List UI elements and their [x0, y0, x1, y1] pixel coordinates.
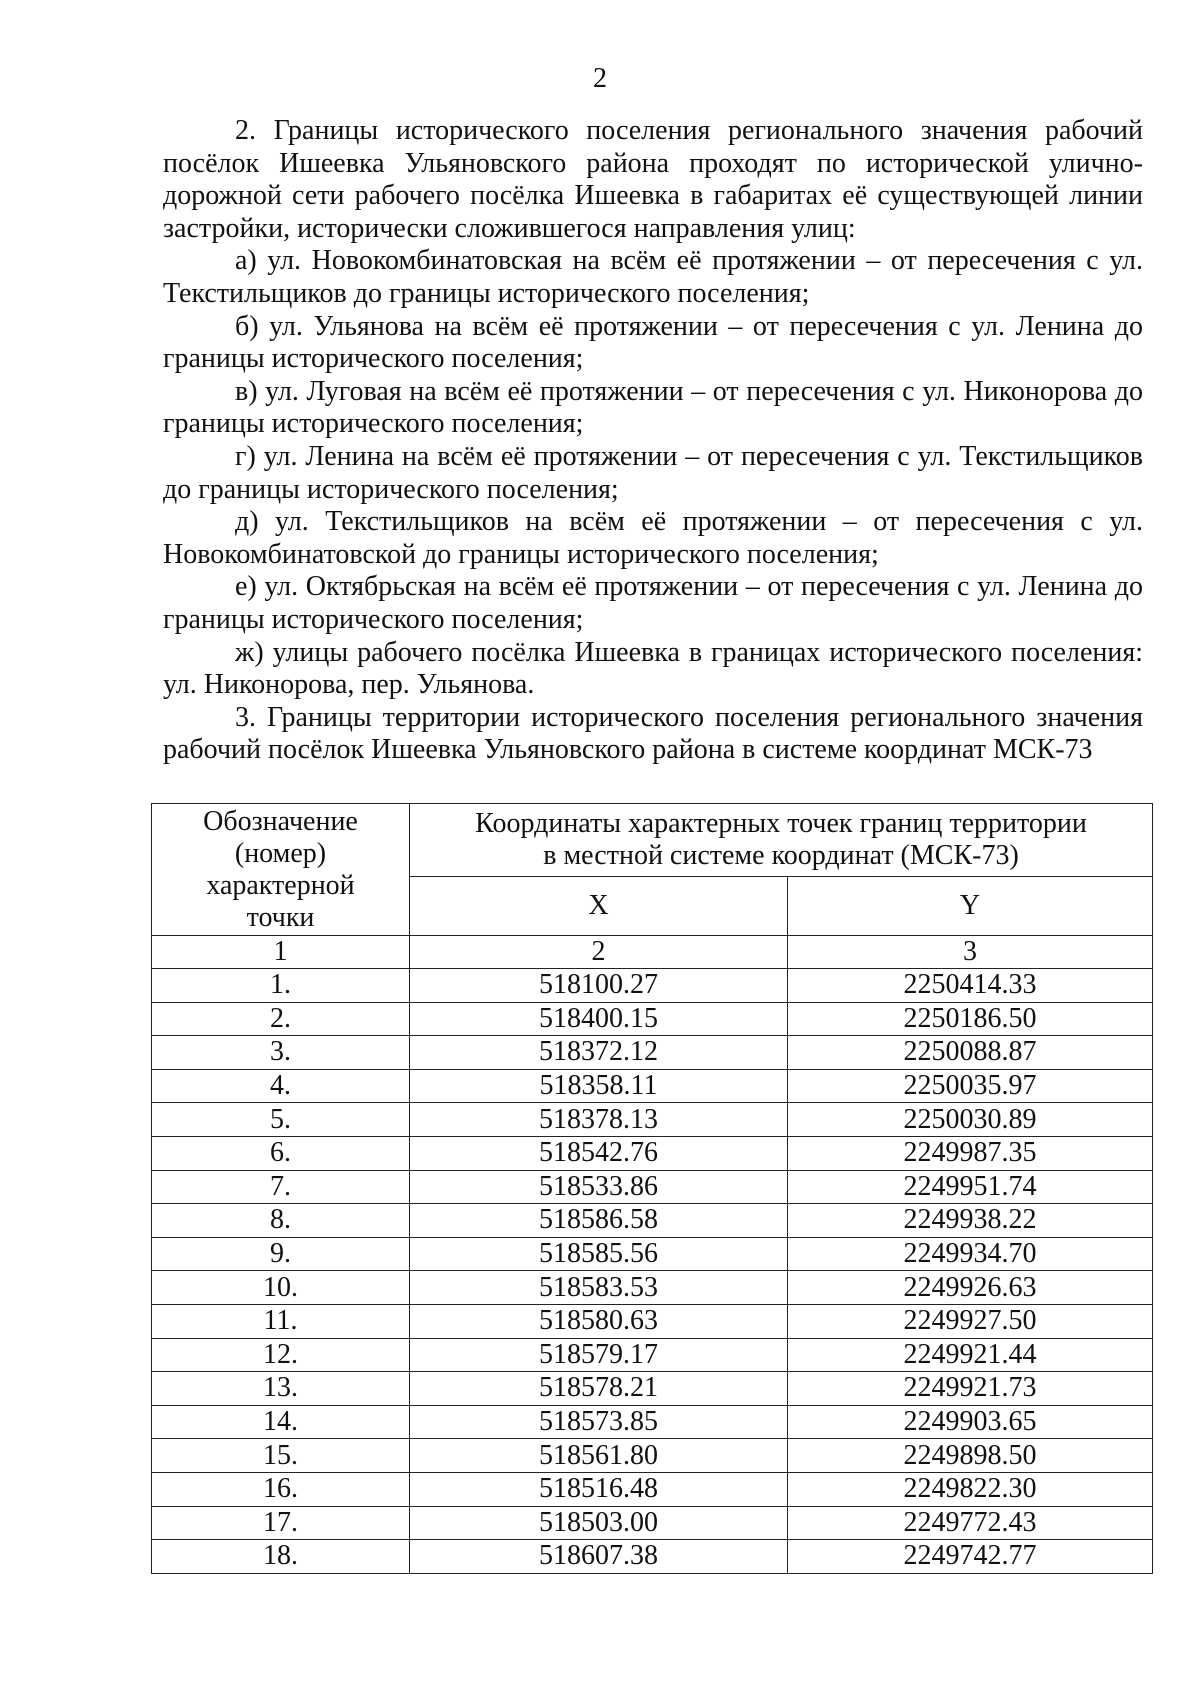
cell-y: 2249921.44	[788, 1338, 1153, 1372]
cell-point: 9.	[152, 1237, 410, 1271]
list-item-g: г) ул. Ленина на всём её протяжении – от пересечения с ул. Текстильщиков до границы исторического поселения;	[163, 440, 1143, 505]
cell-x: 518561.80	[410, 1439, 788, 1473]
table-row	[152, 1103, 1153, 1137]
table-row	[152, 1439, 1153, 1473]
cell-x: 518542.76	[410, 1136, 788, 1170]
paragraph-3: 3. Границы территории исторического поселения регионального значения рабочий посёлок Ишеевка Ульяновского района в системе координат МСК-73	[163, 701, 1143, 766]
cell-y: 2249951.74	[788, 1170, 1153, 1204]
table-row	[152, 969, 1153, 1003]
cell-y: 2249938.22	[788, 1204, 1153, 1238]
header-point-line: Обозначение	[203, 805, 358, 837]
cell-x: 518516.48	[410, 1472, 788, 1506]
cell-y: 2249772.43	[788, 1506, 1153, 1540]
table-body	[152, 969, 1153, 1574]
table-row	[152, 1304, 1153, 1338]
coordinates-table	[151, 803, 1153, 1574]
cell-point: 7.	[152, 1170, 410, 1204]
table-row	[152, 1405, 1153, 1439]
cell-y: 2250186.50	[788, 1002, 1153, 1036]
cell-y: 2249987.35	[788, 1136, 1153, 1170]
header-coordinates-line: в местной системе координат (МСК-73)	[543, 840, 1019, 871]
header-y: Y	[788, 877, 1153, 936]
document-body	[163, 115, 1143, 767]
header-point-line: характерной	[206, 869, 355, 901]
paragraph-2: 2. Границы исторического поселения регионального значения рабочий посёлок Ишеевка Ульяновского района проходят по исторической улично-дорожной сети рабочего посёлка Ишеевка в габаритах её существующей линии застройки, исторически сложившегося направления улиц:	[163, 115, 1143, 244]
cell-point: 12.	[152, 1338, 410, 1372]
cell-point: 1.	[152, 969, 410, 1003]
cell-point: 5.	[152, 1103, 410, 1137]
table-row	[152, 1136, 1153, 1170]
cell-point: 11.	[152, 1304, 410, 1338]
cell-x: 518586.58	[410, 1204, 788, 1238]
cell-y: 2249927.50	[788, 1304, 1153, 1338]
cell-x: 518503.00	[410, 1506, 788, 1540]
cell-x: 518372.12	[410, 1036, 788, 1070]
table-row	[152, 1472, 1153, 1506]
cell-x: 518580.63	[410, 1304, 788, 1338]
cell-x: 518585.56	[410, 1237, 788, 1271]
list-item-a: а) ул. Новокомбинатовская на всём её протяжении – от пересечения с ул. Текстильщиков до границы исторического поселения;	[163, 245, 1143, 309]
list-item-b: б) ул. Ульянова на всём её протяжении – от пересечения с ул. Ленина до границы исторического поселения;	[163, 310, 1143, 375]
list-item-v: в) ул. Луговая на всём её протяжении – от пересечения с ул. Никонорова до границы исторического поселения;	[163, 375, 1143, 440]
table-row	[152, 1170, 1153, 1204]
column-number: 3	[788, 936, 1153, 969]
cell-point: 4.	[152, 1069, 410, 1103]
cell-y: 2250414.33	[788, 969, 1153, 1003]
header-x: X	[410, 877, 788, 936]
cell-x: 518358.11	[410, 1069, 788, 1103]
cell-point: 15.	[152, 1439, 410, 1473]
table-row	[152, 1271, 1153, 1305]
list-item-d: д) ул. Текстильщиков на всём её протяжении – от пересечения с ул. Новокомбинатовской до границы исторического поселения;	[163, 506, 1143, 570]
cell-x: 518583.53	[410, 1271, 788, 1305]
cell-y: 2250030.89	[788, 1103, 1153, 1137]
cell-point: 2.	[152, 1002, 410, 1036]
table-row	[152, 1506, 1153, 1540]
header-point-line: (номер)	[234, 837, 327, 869]
cell-point: 8.	[152, 1204, 410, 1238]
cell-y: 2249921.73	[788, 1372, 1153, 1406]
cell-x: 518607.38	[410, 1540, 788, 1574]
cell-point: 16.	[152, 1472, 410, 1506]
cell-point: 14.	[152, 1405, 410, 1439]
page-number: 2	[593, 63, 607, 94]
cell-y: 2249822.30	[788, 1472, 1153, 1506]
cell-y: 2249898.50	[788, 1439, 1153, 1473]
header-coordinates-line: Координаты характерных точек границ территории	[475, 808, 1087, 839]
table-row	[152, 1372, 1153, 1406]
cell-x: 518378.13	[410, 1103, 788, 1137]
cell-point: 10.	[152, 1271, 410, 1305]
table-row	[152, 1204, 1153, 1238]
header-point-designation	[152, 804, 410, 936]
cell-x: 518100.27	[410, 969, 788, 1003]
column-number: 2	[410, 936, 788, 969]
table-row	[152, 1069, 1153, 1103]
cell-point: 17.	[152, 1506, 410, 1540]
table-row	[152, 1540, 1153, 1574]
cell-x: 518578.21	[410, 1372, 788, 1406]
column-number: 1	[152, 936, 410, 969]
cell-y: 2250035.97	[788, 1069, 1153, 1103]
cell-point: 13.	[152, 1372, 410, 1406]
cell-y: 2250088.87	[788, 1036, 1153, 1070]
cell-y: 2249742.77	[788, 1540, 1153, 1574]
header-coordinates	[410, 804, 1153, 877]
cell-point: 3.	[152, 1036, 410, 1070]
header-point-line: точки	[246, 901, 315, 933]
list-item-zh: ж) улицы рабочего посёлка Ишеевка в границах исторического поселения: ул. Никонорова, пер. Ульянова.	[163, 636, 1143, 701]
cell-x: 518533.86	[410, 1170, 788, 1204]
cell-y: 2249903.65	[788, 1405, 1153, 1439]
list-item-e: е) ул. Октябрьская на всём её протяжении – от пересечения с ул. Ленина до границы исторического поселения;	[163, 571, 1143, 635]
table-row	[152, 1002, 1153, 1036]
cell-x: 518400.15	[410, 1002, 788, 1036]
table-row	[152, 1237, 1153, 1271]
cell-point: 6.	[152, 1136, 410, 1170]
cell-y: 2249926.63	[788, 1271, 1153, 1305]
table-row	[152, 1338, 1153, 1372]
cell-point: 18.	[152, 1540, 410, 1574]
cell-x: 518579.17	[410, 1338, 788, 1372]
cell-x: 518573.85	[410, 1405, 788, 1439]
cell-y: 2249934.70	[788, 1237, 1153, 1271]
table-row	[152, 1036, 1153, 1070]
